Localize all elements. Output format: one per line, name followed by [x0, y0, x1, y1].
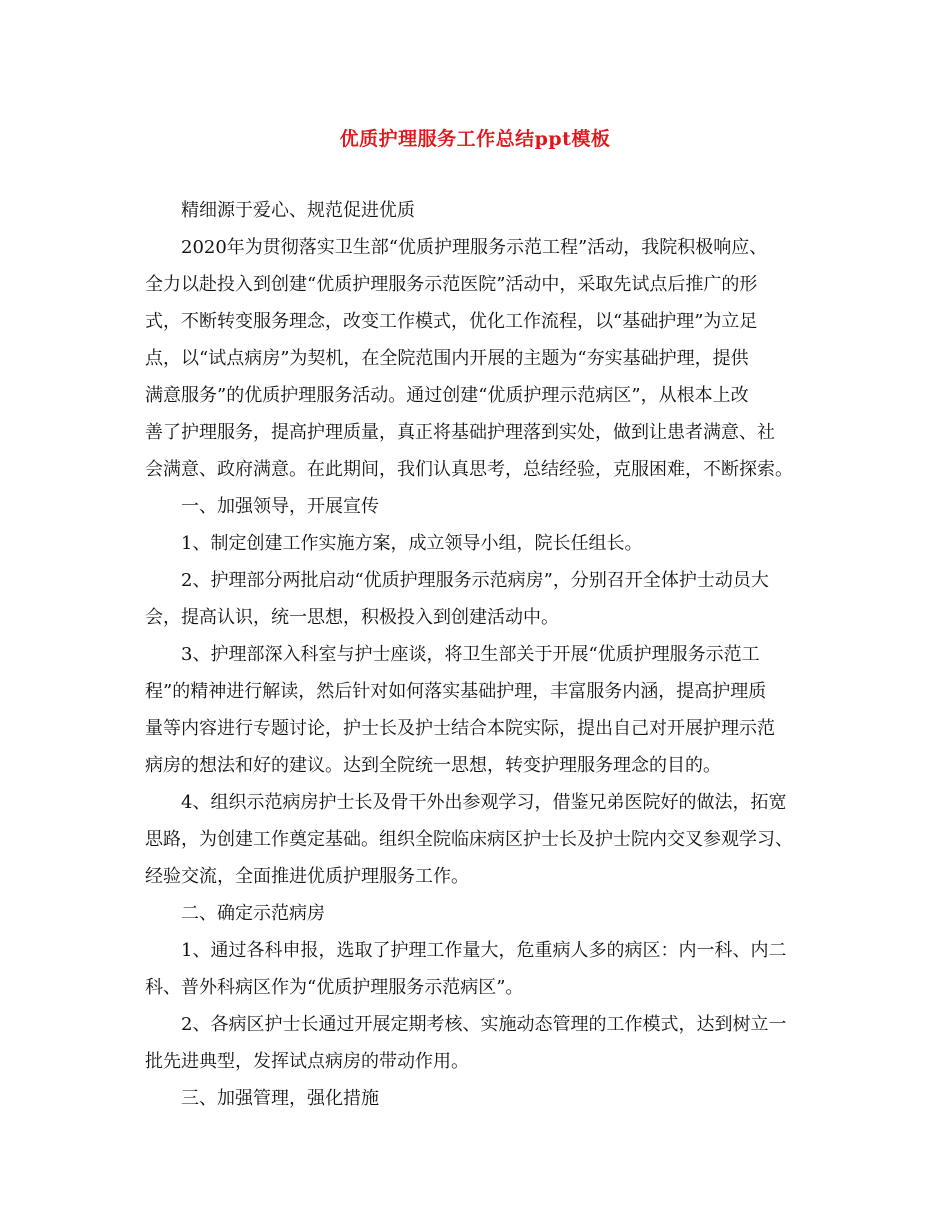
- paragraph-line: 2020年为贯彻落实卫生部“优质护理服务示范工程”活动，我院积极响应、: [181, 237, 768, 258]
- paragraph-line: 思路，为创建工作奠定基础。组织全院临床病区护士长及护士院内交叉参观学习、: [145, 829, 793, 850]
- document-title: 优质护理服务工作总结ppt模板: [339, 128, 611, 150]
- paragraph-line: 三、加强管理，强化措施: [181, 1088, 379, 1109]
- paragraph-line: 全力以赴投入到创建“优质护理服务示范医院”活动中，采取先试点后推广的形: [145, 274, 758, 295]
- paragraph-line: 1、通过各科申报，选取了护理工作量大，危重病人多的病区：内一科、内二: [181, 940, 787, 961]
- paragraph-line: 科、普外科病区作为“优质护理服务示范病区”。: [145, 977, 524, 998]
- paragraph-line: 式，不断转变服务理念，改变工作模式，优化工作流程，以“基础护理”为立足: [145, 311, 758, 332]
- paragraph-line: 量等内容进行专题讨论，护士长及护士结合本院实际，提出自己对开展护理示范: [145, 718, 775, 739]
- paragraph-line: 病房的想法和好的建议。达到全院统一思想，转变护理服务理念的目的。: [145, 755, 721, 776]
- paragraph-line: 批先进典型，发挥试点病房的带动作用。: [145, 1051, 469, 1072]
- document-body: [145, 192, 805, 1117]
- paragraph-line: 会，提高认识，统一思想，积极投入到创建活动中。: [145, 607, 559, 628]
- paragraph-line: 3、护理部深入科室与护士座谈，将卫生部关于开展“优质护理服务示范工: [181, 644, 760, 665]
- paragraph-line: 精细源于爱心、规范促进优质: [181, 200, 415, 221]
- paragraph-line: 点，以“试点病房”为契机，在全院范围内开展的主题为“夯实基础护理，提供: [145, 348, 749, 369]
- paragraph-line: 1、制定创建工作实施方案，成立领导小组，院长任组长。: [181, 533, 643, 554]
- paragraph-line: 程”的精神进行解读，然后针对如何落实基础护理，丰富服务内涵，提高护理质: [145, 681, 767, 702]
- paragraph-line: 善了护理服务，提高护理质量，真正将基础护理落到实处，做到让患者满意、社: [145, 422, 775, 443]
- paragraph-line: 经验交流，全面推进优质护理服务工作。: [145, 866, 469, 887]
- paragraph-line: 会满意、政府满意。在此期间，我们认真思考，总结经验，克服困难，不断探索。: [145, 459, 793, 480]
- paragraph-line: 一、加强领导，开展宣传: [181, 496, 379, 517]
- paragraph-line: 2、护理部分两批启动“优质护理服务示范病房”，分别召开全体护士动员大: [181, 570, 769, 591]
- paragraph-line: 二、确定示范病房: [181, 903, 325, 924]
- paragraph-line: 4、组织示范病房护士长及骨干外出参观学习，借鉴兄弟医院好的做法，拓宽: [181, 792, 787, 813]
- paragraph-line: 2、各病区护士长通过开展定期考核、实施动态管理的工作模式，达到树立一: [181, 1014, 787, 1035]
- paragraph-line: 满意服务”的优质护理服务活动。通过创建“优质护理示范病区”，从根本上改: [145, 385, 749, 406]
